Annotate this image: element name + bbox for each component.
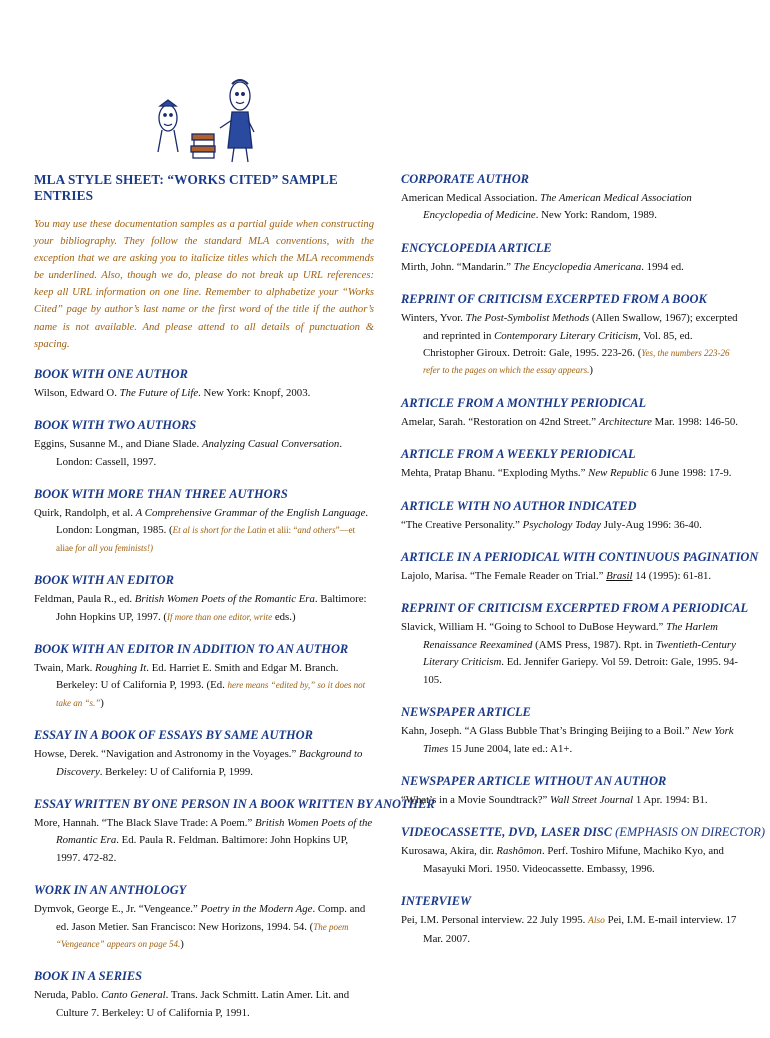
- section-heading: REPRINT OF CRITICISM EXCERPTED FROM A BOOK: [401, 292, 707, 307]
- section-heading: NEWSPAPER ARTICLE: [401, 705, 531, 720]
- section-newspaper: [401, 705, 746, 758]
- right-column: [401, 172, 765, 964]
- citation-entry: Slavick, William H. “Going to School to DuBose Heyward.” The Harlem Renaissance Reexamined (AMS Press, 1987). Rpt. in Twentieth-Century Literary Criticism. Ed. Jennifer Gariepy. Vol 59. Detroit: Gale, 1995. 94-105.: [401, 621, 738, 686]
- section-heading: BOOK WITH AN EDITOR IN ADDITION TO AN AUTHOR: [34, 642, 349, 656]
- citation-entry: Kurosawa, Akira, dir. Rashômon. Perf. Toshiro Mifune, Machiko Kyo, and Masayuki Mori. 1950. Videocassette. Embassy, 1996.: [401, 845, 724, 875]
- section-heading: VIDEOCASSETTE, DVD, LASER DISC (EMPHASIS ON DIRECTOR): [401, 825, 765, 840]
- section-two-authors: [34, 418, 374, 471]
- section-newspaper-no-author: [401, 774, 746, 809]
- section-heading: ARTICLE WITH NO AUTHOR INDICATED: [401, 498, 637, 513]
- section-heading: NEWSPAPER ARTICLE WITHOUT AN AUTHOR: [401, 773, 667, 788]
- section-anthology: [34, 883, 374, 953]
- citation-entry: Pei, I.M. Personal interview. 22 July 1995. Also Pei, I.M. E-mail interview. 17 Mar. 2007.: [401, 914, 737, 945]
- citation-entry: Feldman, Paula R., ed. British Women Poets of the Romantic Era. Baltimore: John Hopkins UP, 1997. (If more than one editor, write eds.): [34, 593, 367, 623]
- section-encyclopedia: [401, 241, 746, 276]
- section-series: [34, 969, 374, 1022]
- citation-entry: More, Hannah. “The Black Slave Trade: A Poem.” British Women Poets of the Romantic Era. Ed. Paula R. Feldman. Baltimore: John Hopkins UP, 1997. 472-82.: [34, 817, 373, 864]
- citation-entry: Amelar, Sarah. “Restoration on 42nd Street.” Architecture Mar. 1998: 146-50.: [401, 415, 739, 428]
- citation-entry: Kahn, Joseph. “A Glass Bubble That’s Bringing Beijing to a Boil.” New York Times 15 June 2004, late ed.: A1+.: [401, 725, 734, 755]
- cartoon-illustration: [148, 70, 268, 170]
- section-monthly: [401, 396, 746, 431]
- section-heading: REPRINT OF CRITICISM EXCERPTED FROM A PERIODICAL: [401, 601, 749, 616]
- section-heading: ENCYCLOPEDIA ARTICLE: [401, 240, 552, 255]
- section-heading: ARTICLE FROM A MONTHLY PERIODICAL: [401, 395, 647, 410]
- section-editor-author: [34, 642, 374, 712]
- section-continuous: [401, 550, 759, 585]
- section-same-author: [34, 728, 374, 781]
- left-column: [34, 172, 435, 1038]
- citation-entry: Eggins, Susanne M., and Diane Slade. Analyzing Casual Conversation. London: Cassell, 1997.: [34, 438, 343, 468]
- section-heading: BOOK IN A SERIES: [34, 969, 143, 984]
- section-heading: ARTICLE IN A PERIODICAL WITH CONTINUOUS PAGINATION: [401, 550, 759, 565]
- section-weekly: [401, 447, 746, 482]
- section-three-authors: [34, 487, 374, 557]
- citation-entry: Howse, Derek. “Navigation and Astronomy in the Voyages.” Background to Discovery. Berkeley: U of California P, 1999.: [34, 748, 363, 778]
- section-heading: ESSAY IN A BOOK OF ESSAYS BY SAME AUTHOR: [34, 728, 313, 743]
- section-corporate: [401, 172, 746, 225]
- section-heading: CORPORATE AUTHOR: [401, 172, 529, 186]
- section-interview: [401, 894, 746, 948]
- section-heading: WORK IN AN ANTHOLOGY: [34, 883, 187, 898]
- section-essay-other: [34, 797, 435, 867]
- section-video: [401, 825, 765, 878]
- section-no-author: [401, 499, 746, 534]
- citation-entry: Winters, Yvor. The Post-Symbolist Methods (Allen Swallow, 1967); excerpted and reprinted in Contemporary Literary Criticism, Vol. 85, ed. Christopher Giroux. Detroit: Gale, 1995. 223-26. (Yes, the numbers 223-26 refer to the pages on which the essay appears.): [401, 312, 738, 377]
- citation-entry: Lajolo, Marisa. “The Female Reader on Trial.” Brasil 14 (1995): 61-81.: [401, 570, 712, 583]
- citation-entry: “The Creative Personality.” Psychology Today July-Aug 1996: 36-40.: [401, 518, 702, 531]
- citation-entry: American Medical Association. The American Medical Association Encyclopedia of Medicine. New York: Random, 1989.: [401, 192, 692, 222]
- section-heading: BOOK WITH ONE AUTHOR: [34, 366, 188, 381]
- citation-entry: Mirth, John. “Mandarin.” The Encyclopedia Americana. 1994 ed.: [401, 260, 684, 273]
- section-heading: BOOK WITH AN EDITOR: [34, 573, 174, 588]
- section-editor: [34, 573, 374, 626]
- citation-entry: Wilson, Edward O. The Future of Life. New York: Knopf, 2003.: [34, 386, 311, 399]
- citation-entry: Twain, Mark. Roughing It. Ed. Harriet E. Smith and Edgar M. Branch. Berkeley: U of California P, 1993. (Ed. here means “edited by,” so it does not take an “s.”): [34, 662, 366, 709]
- section-heading: ARTICLE FROM A WEEKLY PERIODICAL: [401, 447, 636, 462]
- citation-entry: Mehta, Pratap Bhanu. “Exploding Myths.” New Republic 6 June 1998: 17-9.: [401, 467, 732, 480]
- citation-entry: Dymvok, George E., Jr. “Vengeance.” Poetry in the Modern Age. Comp. and ed. Jason Metier. San Francisco: New Horizons, 1994. 54. (The poem “Vengeance” appears on page 54.): [34, 903, 366, 951]
- citation-entry: Quirk, Randolph, et al. A Comprehensive Grammar of the English Language. London: Longman, 1985. (Et al is short for the Latin et alii: “and others”—et aliae for all you feminists!): [34, 506, 369, 553]
- section-heading: ESSAY WRITTEN BY ONE PERSON IN A BOOK WRITTEN BY ANOTHER: [34, 797, 435, 812]
- citation-entry: Neruda, Pablo. Canto General. Trans. Jack Schmitt. Latin Amer. Lit. and Culture 7. Berkeley: U of California P, 1991.: [34, 989, 350, 1019]
- section-one-author: [34, 367, 374, 402]
- citation-entry: “What’s in a Movie Soundtrack?” Wall Street Journal 1 Apr. 1994: B1.: [401, 793, 708, 806]
- section-heading: BOOK WITH TWO AUTHORS: [34, 418, 197, 433]
- page-title: MLA STYLE SHEET: “WORKS CITED” SAMPLE ENTRIES: [34, 172, 338, 203]
- intro-paragraph: You may use these documentation samples as a partial guide when constructing your bibliography. They follow the standard MLA conventions, with the exception that we are asking you to italicize titles which the MLA recommends be underlined. Also, though we do, please do not break up URL references: keep all URL information on one line. Remember to alphabetize your “Works Cited” page by author’s last name or the first word of the title if the author’s name is not available. And please attend to all details of punctuation & spacing.: [34, 219, 374, 350]
- section-heading: INTERVIEW: [401, 894, 472, 909]
- section-reprint-book: [401, 292, 746, 380]
- section-heading: BOOK WITH MORE THAN THREE AUTHORS: [34, 486, 288, 501]
- section-reprint-periodical: [401, 601, 749, 689]
